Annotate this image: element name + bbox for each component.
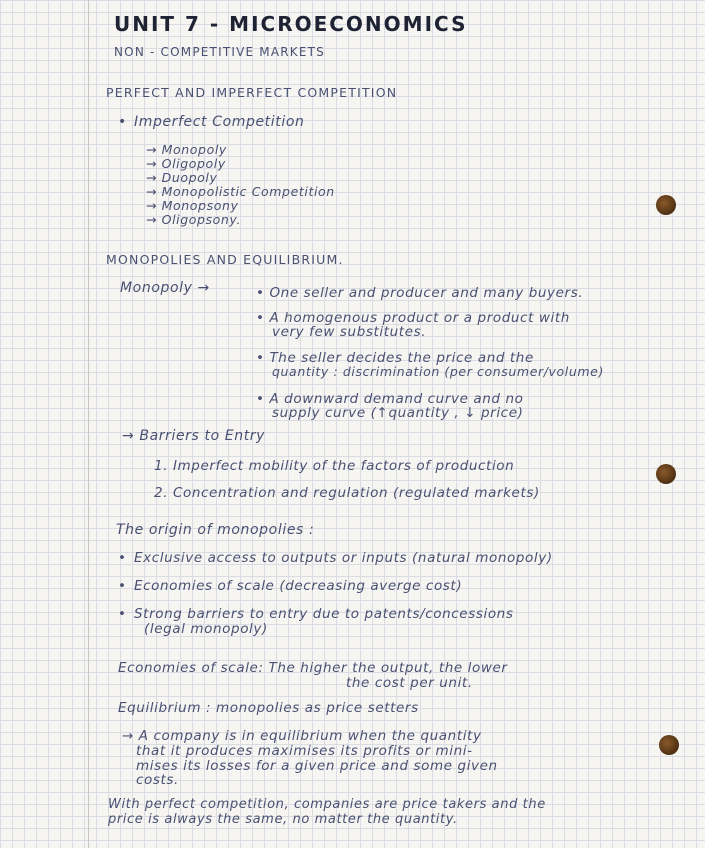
list-item-oligopsony: → Oligopsony.: [146, 212, 242, 227]
monopoly-point-3: • The seller decides the price and the: [256, 350, 534, 366]
margin-line: [88, 0, 89, 848]
equilibrium-heading: Equilibrium : monopolies as price setters: [118, 700, 419, 716]
section-heading-monopolies: MONOPOLIES AND EQUILIBRIUM.: [106, 252, 344, 267]
monopoly-point-4: • A downward demand curve and no: [256, 391, 524, 407]
barrier-item-2: 2. Concentration and regulation (regulated markets): [154, 485, 540, 501]
list-item-monopolistic: → Monopolistic Competition: [146, 184, 335, 199]
equilibrium-line-4: costs.: [136, 772, 179, 788]
page-subtitle: NON - COMPETITIVE MARKETS: [114, 45, 325, 59]
equilibrium-line-3: mises its losses for a given price and some given: [136, 758, 498, 774]
monopoly-point-2-cont: very few substitutes.: [272, 324, 427, 340]
equilibrium-line-1: → A company is in equilibrium when the quantity: [122, 728, 482, 744]
list-item-oligopoly: → Oligopoly: [146, 156, 226, 171]
list-item-monopsony: → Monopsony: [146, 198, 239, 213]
punch-hole-top: [656, 195, 676, 215]
bullet-imperfect-competition: • Imperfect Competition: [118, 114, 304, 130]
section-heading-competition: PERFECT AND IMPERFECT COMPETITION: [106, 85, 398, 100]
barrier-item-1: 1. Imperfect mobility of the factors of production: [154, 458, 515, 474]
punch-hole-middle: [656, 464, 676, 484]
closing-line-1: With perfect competition, companies are price takers and the: [108, 797, 546, 812]
monopoly-point-2: • A homogenous product or a product with: [256, 310, 570, 326]
origin-item-1: • Exclusive access to outputs or inputs (natural monopoly): [118, 550, 553, 566]
closing-line-2: price is always the same, no matter the quantity.: [108, 812, 458, 827]
monopoly-point-3-cont: quantity : discrimination (per consumer/volume): [272, 364, 604, 379]
list-item-duopoly: → Duopoly: [146, 170, 218, 185]
origin-item-3-cont: (legal monopoly): [144, 621, 268, 637]
page-title: UNIT 7 - MICROECONOMICS: [114, 12, 468, 36]
origin-item-2: • Economies of scale (decreasing averge cost): [118, 578, 462, 594]
origin-heading: The origin of monopolies :: [116, 522, 315, 538]
punch-hole-bottom: [659, 735, 679, 755]
origin-item-3: • Strong barriers to entry due to patents/concessions: [118, 606, 513, 622]
monopoly-point-4-cont: supply curve (↑quantity , ↓ price): [272, 405, 524, 421]
monopoly-label: Monopoly →: [120, 280, 210, 296]
list-item-monopoly: → Monopoly: [146, 142, 227, 157]
economies-line-2: the cost per unit.: [346, 675, 473, 691]
barriers-heading: → Barriers to Entry: [122, 428, 266, 444]
equilibrium-line-2: that it produces maximises its profits or mini-: [136, 743, 473, 759]
economies-line-1: Economies of scale: The higher the output, the lower: [118, 660, 508, 676]
monopoly-point-1: • One seller and producer and many buyers.: [256, 285, 584, 301]
